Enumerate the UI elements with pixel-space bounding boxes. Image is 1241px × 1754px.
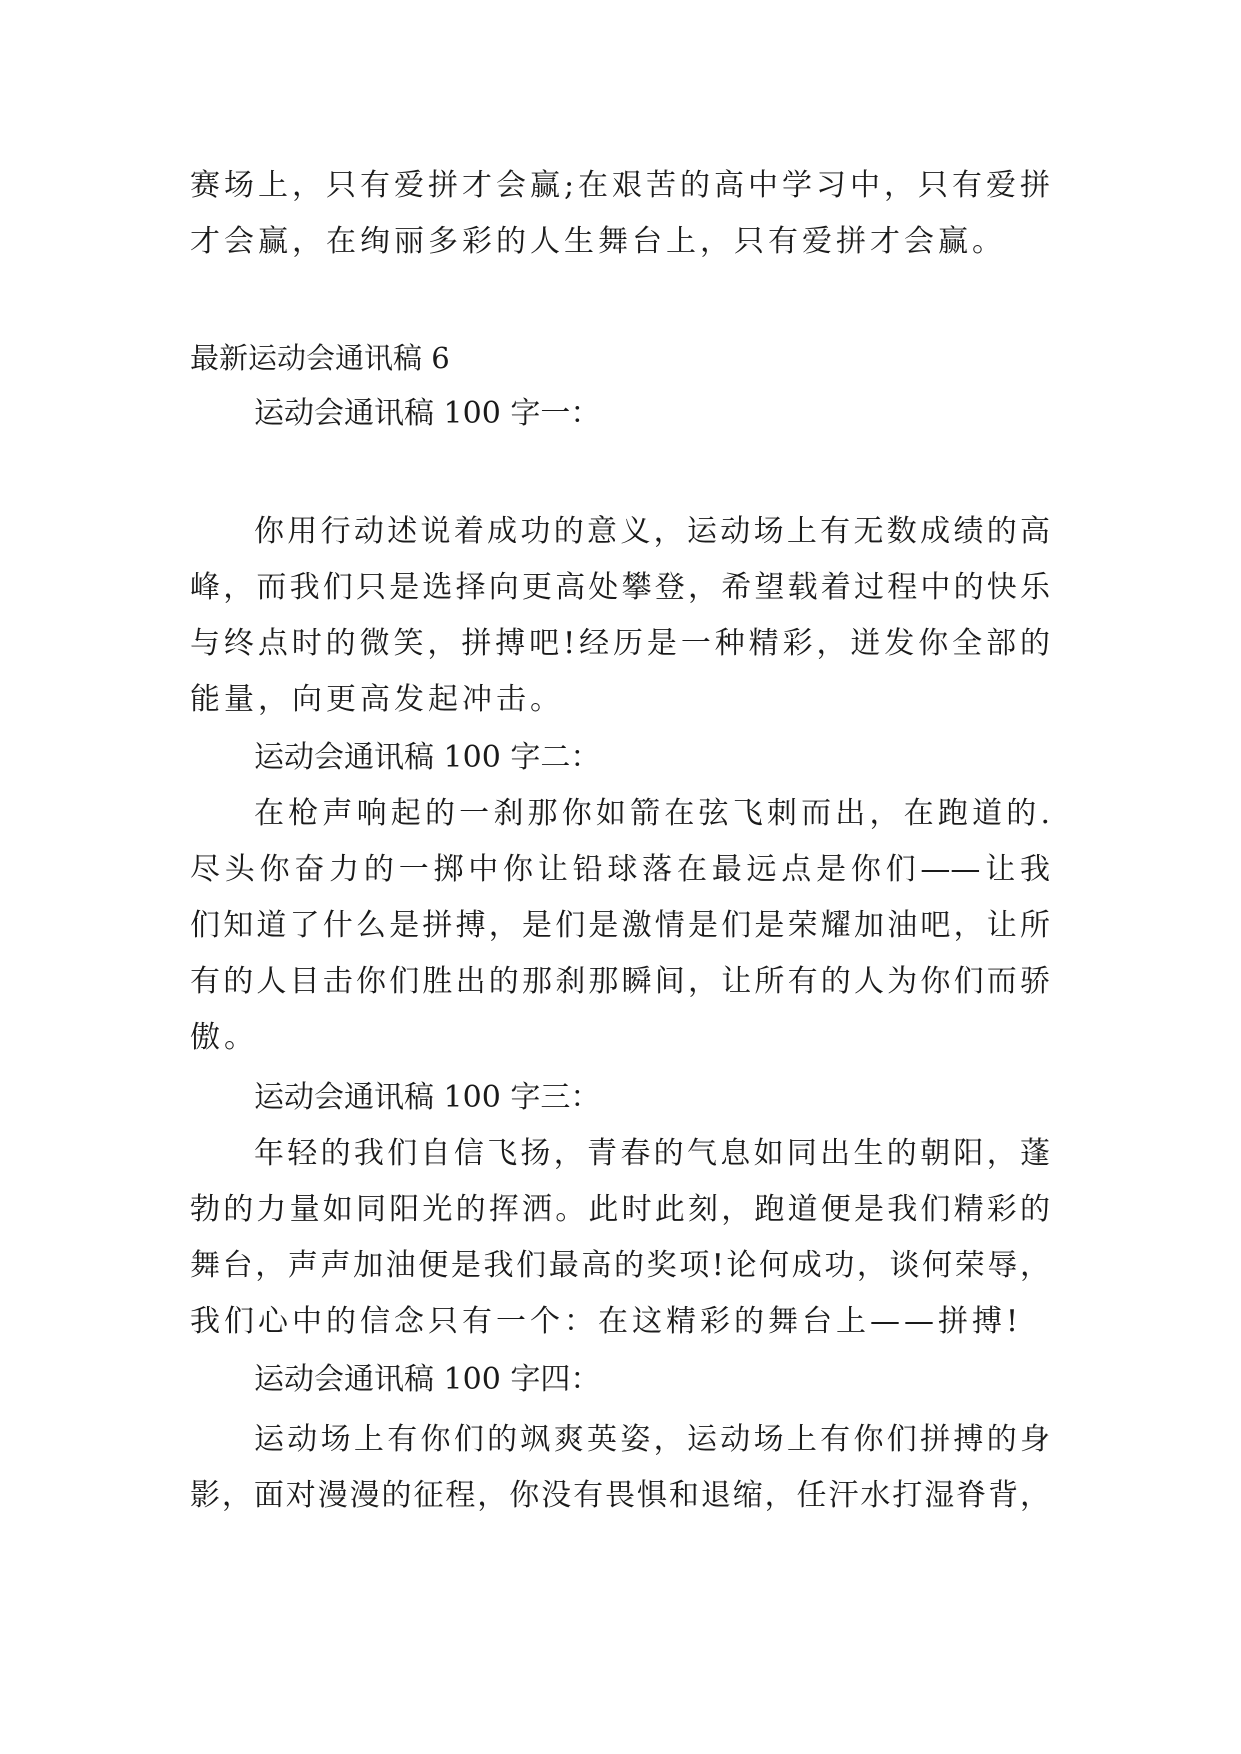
paragraph-line-11: 傲。 xyxy=(190,1020,258,1055)
paragraph-line-9: 们知道了什么是拼搏，是们是激情是们是荣耀加油吧，让所 xyxy=(190,908,1050,943)
paragraph-line-8: 尽头你奋力的一掷中你让铅球落在最远点是你们——让我 xyxy=(190,852,1050,887)
subheading-4: 运动会通讯稿 100 字四： xyxy=(254,1362,601,1397)
paragraph-line-15: 我们心中的信念只有一个：在这精彩的舞台上——拼搏! xyxy=(190,1304,1023,1339)
paragraph-line-5: 与终点时的微笑，拼搏吧!经历是一种精彩，迸发你全部的 xyxy=(190,626,1050,661)
subheading-2: 运动会通讯稿 100 字二： xyxy=(254,740,601,775)
paragraph-line-13: 勃的力量如同阳光的挥洒。此时此刻，跑道便是我们精彩的 xyxy=(190,1192,1050,1227)
paragraph-line-10: 有的人目击你们胜出的那刹那瞬间，让所有的人为你们而骄 xyxy=(190,964,1050,999)
paragraph-line-14: 舞台，声声加油便是我们最高的奖项!论何成功，谈何荣辱， xyxy=(190,1248,1050,1283)
paragraph-line-1: 赛场上，只有爱拼才会赢;在艰苦的高中学习中，只有爱拼 xyxy=(190,168,1050,203)
paragraph-line-2: 才会赢，在绚丽多彩的人生舞台上，只有爱拼才会赢。 xyxy=(190,224,1006,259)
section-title: 最新运动会通讯稿 6 xyxy=(190,341,450,375)
paragraph-line-4: 峰，而我们只是选择向更高处攀登，希望载着过程中的快乐 xyxy=(190,570,1050,605)
subheading-3: 运动会通讯稿 100 字三： xyxy=(254,1080,601,1115)
paragraph-line-16: 运动场上有你们的飒爽英姿，运动场上有你们拼搏的身 xyxy=(254,1422,1050,1457)
paragraph-line-12: 年轻的我们自信飞扬，青春的气息如同出生的朝阳，蓬 xyxy=(254,1136,1050,1171)
paragraph-line-3: 你用行动述说着成功的意义，运动场上有无数成绩的高 xyxy=(254,514,1050,549)
paragraph-line-17: 影，面对漫漫的征程，你没有畏惧和退缩，任汗水打湿脊背， xyxy=(190,1478,1050,1513)
paragraph-line-6: 能量，向更高发起冲击。 xyxy=(190,682,564,717)
paragraph-line-7: 在枪声响起的一刹那你如箭在弦飞刺而出，在跑道的. xyxy=(254,796,1050,831)
subheading-1: 运动会通讯稿 100 字一： xyxy=(254,396,601,431)
